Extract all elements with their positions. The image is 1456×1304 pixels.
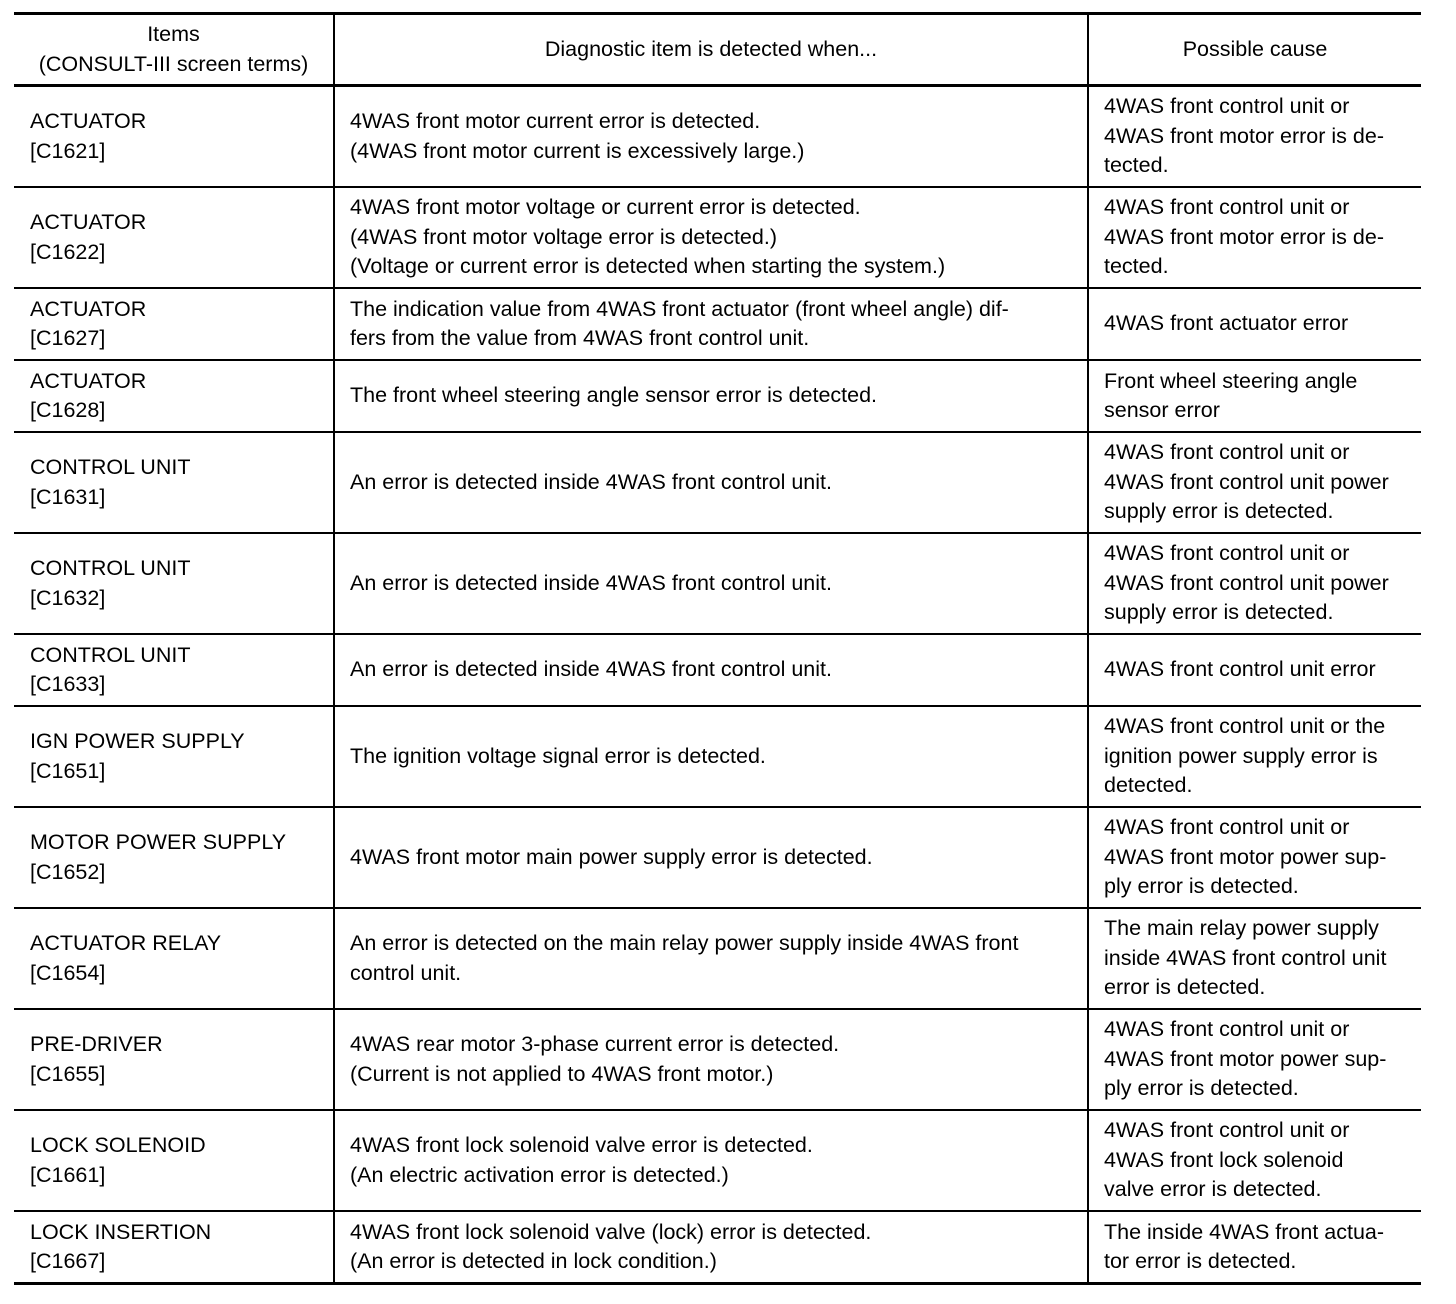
header-cause: Possible cause: [1088, 14, 1421, 86]
condition-line: 4WAS front lock solenoid valve (lock) error is detected.: [350, 1219, 872, 1244]
condition-cell: [334, 533, 1088, 634]
cause-line: supply error is detected.: [1104, 499, 1334, 524]
item-name: CONTROL UNIT: [30, 455, 191, 479]
cause-line: 4WAS front control unit or: [1104, 1118, 1350, 1143]
condition-line: 4WAS rear motor 3-phase current error is detected.: [350, 1032, 840, 1056]
condition-cell: [334, 706, 1088, 807]
item-name: IGN POWER SUPPLY: [30, 729, 245, 753]
condition-cell: [334, 1009, 1088, 1110]
cause-line: 4WAS front motor error is de-: [1104, 123, 1384, 148]
item-cell: [14, 706, 334, 807]
dtc-code: [C1631]: [30, 484, 106, 509]
cause-line: 4WAS front control unit error: [1104, 657, 1376, 682]
item-cell: [14, 288, 334, 360]
dtc-code: [C1654]: [30, 960, 106, 985]
cause-line: tected.: [1104, 153, 1169, 178]
condition-line: An error is detected on the main relay power supply inside 4WAS front: [350, 931, 1019, 955]
cause-line: tected.: [1104, 254, 1169, 279]
dtc-code: [C1661]: [30, 1162, 106, 1187]
table-row: [14, 634, 1421, 706]
item-cell: [14, 908, 334, 1009]
table-row: [14, 187, 1421, 288]
item-cell: [14, 1110, 334, 1211]
cause-cell: [1088, 706, 1421, 807]
cause-line: valve error is detected.: [1104, 1177, 1322, 1202]
cause-line: 4WAS front motor power sup-: [1104, 1046, 1387, 1071]
cause-line: 4WAS front control unit power: [1104, 469, 1389, 494]
cause-line: 4WAS front control unit or: [1104, 541, 1350, 566]
condition-line: fers from the value from 4WAS front control unit.: [350, 326, 810, 350]
cause-line: supply error is detected.: [1104, 600, 1334, 625]
cause-line: 4WAS front control unit or: [1104, 94, 1350, 119]
table-row: [14, 533, 1421, 634]
item-cell: [14, 634, 334, 706]
table-row: [14, 86, 1421, 188]
cause-cell: [1088, 432, 1421, 533]
cause-line: inside 4WAS front control unit: [1104, 945, 1387, 970]
cause-line: 4WAS front control unit or: [1104, 815, 1350, 840]
item-cell: [14, 1211, 334, 1284]
item-name: MOTOR POWER SUPPLY: [30, 830, 287, 854]
cause-line: error is detected.: [1104, 975, 1266, 1000]
cause-cell: [1088, 187, 1421, 288]
condition-cell: [334, 187, 1088, 288]
condition-cell: [334, 86, 1088, 188]
condition-line: (Current is not applied to 4WAS front motor.): [350, 1061, 774, 1086]
item-name: LOCK SOLENOID: [30, 1133, 206, 1157]
item-name: ACTUATOR: [30, 368, 147, 393]
condition-line: 4WAS front motor main power supply error is detected.: [350, 844, 873, 869]
item-cell: [14, 432, 334, 533]
dtc-code: [C1627]: [30, 326, 106, 350]
dtc-table: [14, 12, 1421, 1285]
cause-line: 4WAS front control unit or the: [1104, 714, 1386, 739]
condition-cell: [334, 1110, 1088, 1211]
cause-line: 4WAS front control unit or: [1104, 195, 1350, 220]
table-header-row: [14, 14, 1421, 86]
condition-line: control unit.: [350, 960, 462, 985]
cause-cell: [1088, 807, 1421, 908]
cause-line: 4WAS front actuator error: [1104, 311, 1349, 336]
table-row: [14, 1009, 1421, 1110]
item-name: CONTROL UNIT: [30, 642, 191, 667]
condition-line: The front wheel steering angle sensor error is detected.: [350, 383, 878, 408]
dtc-code: [C1667]: [30, 1249, 106, 1273]
cause-line: detected.: [1104, 773, 1193, 798]
cause-cell: [1088, 533, 1421, 634]
cause-cell: [1088, 1110, 1421, 1211]
condition-cell: [334, 1211, 1088, 1284]
table-row: [14, 1211, 1421, 1284]
cause-line: 4WAS front control unit or: [1104, 1017, 1350, 1042]
condition-line: (Voltage or current error is detected when starting the system.): [350, 254, 946, 279]
cause-line: 4WAS front motor power sup-: [1104, 844, 1387, 869]
table-row: [14, 706, 1421, 807]
condition-line: An error is detected inside 4WAS front control unit.: [350, 570, 832, 595]
condition-cell: [334, 360, 1088, 432]
cause-line: The main relay power supply: [1104, 916, 1379, 941]
cause-line: sensor error: [1104, 398, 1220, 422]
item-name: LOCK INSERTION: [30, 1219, 212, 1244]
cause-cell: [1088, 1211, 1421, 1284]
cause-cell: [1088, 634, 1421, 706]
condition-cell: [334, 908, 1088, 1009]
condition-cell: [334, 432, 1088, 533]
item-name: ACTUATOR RELAY: [30, 931, 222, 955]
item-name: ACTUATOR: [30, 109, 147, 133]
item-name: PRE-DRIVER: [30, 1032, 163, 1056]
cause-cell: [1088, 360, 1421, 432]
cause-line: The inside 4WAS front actua-: [1104, 1219, 1385, 1244]
condition-line: 4WAS front motor current error is detected.: [350, 109, 761, 133]
cause-line: 4WAS front motor error is de-: [1104, 224, 1384, 249]
cause-cell: [1088, 908, 1421, 1009]
diagnostic-table-wrapper: [14, 12, 1421, 1285]
condition-line: (An error is detected in lock condition.): [350, 1249, 717, 1273]
header-condition: Diagnostic item is detected when...: [334, 14, 1088, 86]
table-row: [14, 432, 1421, 533]
cause-line: 4WAS front lock solenoid: [1104, 1147, 1344, 1172]
table-row: [14, 360, 1421, 432]
cause-line: tor error is detected.: [1104, 1249, 1297, 1273]
item-name: ACTUATOR: [30, 210, 147, 234]
header-items: Items (CONSULT-III screen terms): [14, 14, 334, 86]
condition-line: (An electric activation error is detected.): [350, 1162, 729, 1187]
item-name: ACTUATOR: [30, 296, 147, 321]
condition-line: (4WAS front motor current is excessively large.): [350, 138, 805, 163]
condition-line: 4WAS front lock solenoid valve error is detected.: [350, 1133, 813, 1157]
cause-cell: [1088, 1009, 1421, 1110]
condition-line: 4WAS front motor voltage or current error is detected.: [350, 195, 861, 220]
dtc-code: [C1652]: [30, 859, 106, 884]
item-cell: [14, 807, 334, 908]
cause-line: 4WAS front control unit or: [1104, 440, 1350, 465]
condition-line: An error is detected inside 4WAS front control unit.: [350, 469, 832, 494]
dtc-code: [C1628]: [30, 398, 106, 422]
dtc-code: [C1622]: [30, 239, 106, 264]
dtc-code: [C1621]: [30, 138, 106, 163]
cause-cell: [1088, 288, 1421, 360]
condition-cell: [334, 634, 1088, 706]
dtc-code: [C1655]: [30, 1061, 106, 1086]
table-row: [14, 908, 1421, 1009]
cause-line: ply error is detected.: [1104, 874, 1299, 899]
item-cell: [14, 187, 334, 288]
condition-line: The ignition voltage signal error is detected.: [350, 743, 766, 768]
item-cell: [14, 86, 334, 188]
item-name: CONTROL UNIT: [30, 556, 191, 580]
condition-line: The indication value from 4WAS front actuator (front wheel angle) dif-: [350, 296, 1009, 321]
condition-line: An error is detected inside 4WAS front control unit.: [350, 657, 832, 682]
condition-line: (4WAS front motor voltage error is detected.): [350, 224, 777, 249]
table-row: [14, 1110, 1421, 1211]
item-cell: [14, 360, 334, 432]
item-cell: [14, 533, 334, 634]
dtc-code: [C1632]: [30, 585, 106, 610]
cause-cell: [1088, 86, 1421, 188]
condition-cell: [334, 288, 1088, 360]
item-cell: [14, 1009, 334, 1110]
condition-cell: [334, 807, 1088, 908]
cause-line: ply error is detected.: [1104, 1076, 1299, 1101]
table-row: [14, 288, 1421, 360]
cause-line: 4WAS front control unit power: [1104, 570, 1389, 595]
dtc-code: [C1651]: [30, 758, 106, 783]
cause-line: Front wheel steering angle: [1104, 368, 1358, 393]
dtc-code: [C1633]: [30, 672, 106, 696]
cause-line: ignition power supply error is: [1104, 743, 1378, 768]
table-row: [14, 807, 1421, 908]
